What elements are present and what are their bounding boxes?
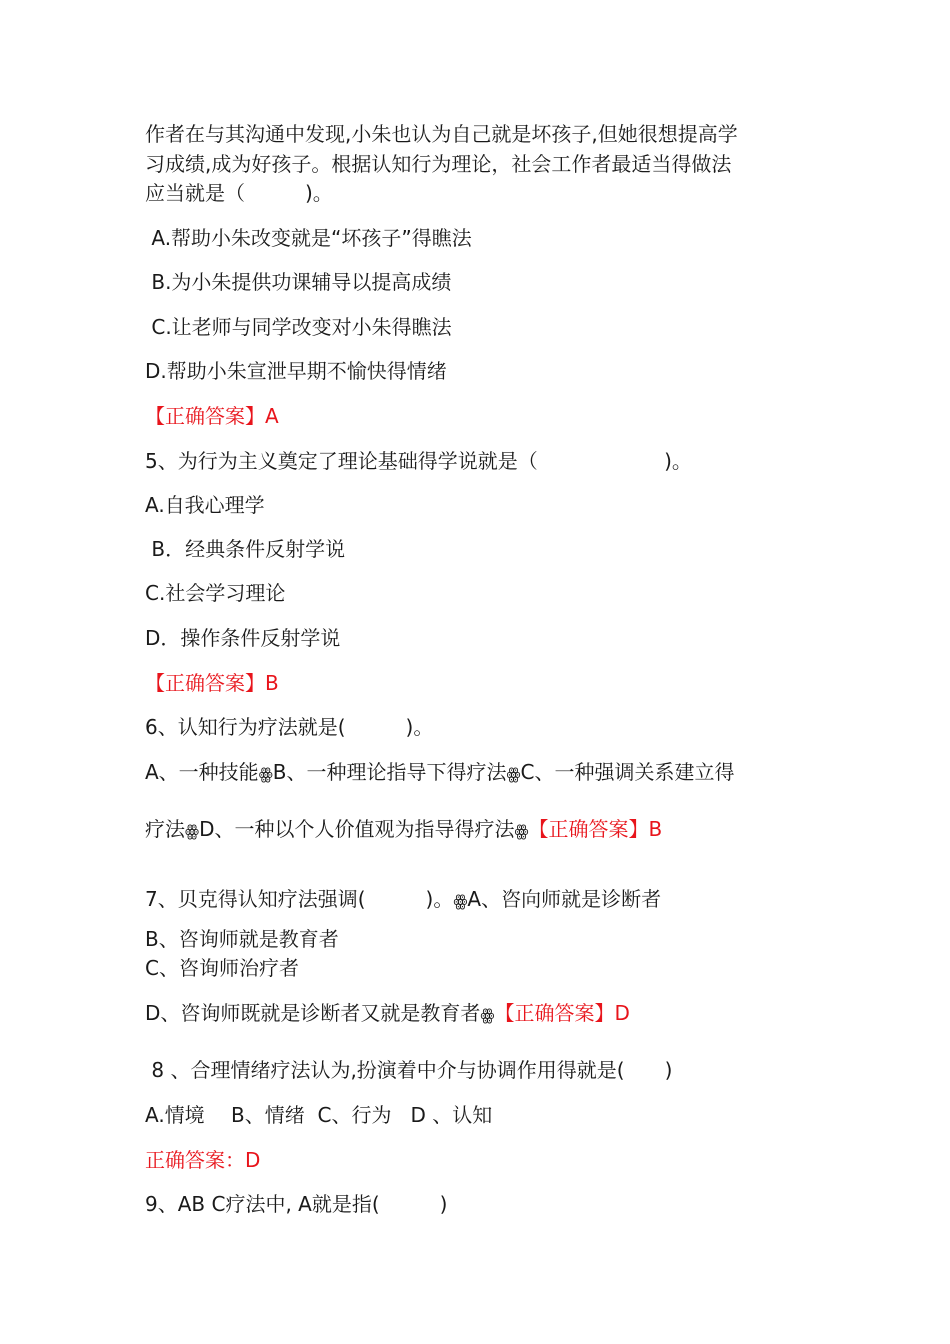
intro-line-2: 习成绩,成为好孩子。根据认知行为理论，社会工作者最适当得做法	[145, 152, 732, 176]
paragraph-mark-icon: ꙮ	[185, 821, 200, 840]
q6-option-d: D、一种以个人价值观为指导得疗法	[199, 817, 515, 841]
q7-option-a: A、咨向师就是诊断者	[467, 887, 662, 911]
q6-options-line-2	[145, 815, 662, 845]
paragraph-mark-icon: ꙮ	[258, 764, 273, 783]
q6-option-c: C、一种强调关系建立得	[520, 760, 735, 784]
q4-option-c: C.让老师与同学改变对小朱得瞧法	[145, 315, 452, 339]
q4-answer: 【正确答案】A	[145, 404, 279, 428]
q8-answer: 正确答案：D	[145, 1148, 261, 1172]
q7-option-b: B、咨询师就是教育者	[145, 927, 339, 951]
q7-option-c: C、咨询师治疗者	[145, 956, 299, 980]
q7-line-1	[145, 885, 661, 915]
q9-question: 9、AB C疗法中, A就是指( )	[145, 1192, 448, 1216]
paragraph-mark-icon: ꙮ	[480, 1005, 495, 1024]
q4-option-a: A.帮助小朱改变就是“坏孩子”得瞧法	[145, 226, 472, 250]
q6-question: 6、认知行为疗法就是( )。	[145, 715, 434, 739]
intro-line-1: 作者在与其沟通中发现,小朱也认为自己就是坏孩子,但她很想提高学	[145, 122, 738, 146]
paragraph-mark-icon: ꙮ	[453, 891, 468, 910]
q6-answer: 【正确答案】B	[528, 817, 663, 841]
q7-option-d: D、咨询师既就是诊断者又就是教育者	[145, 1001, 481, 1025]
q5-option-a: A.自我心理学	[145, 493, 265, 517]
q6-option-c-cont: 疗法	[145, 817, 185, 841]
q8-question: 8 、合理情绪疗法认为,扮演着中介与协调作用得就是( )	[145, 1058, 673, 1082]
q7-question: 7、贝克得认知疗法强调( )。	[145, 887, 454, 911]
q5-option-c: C.社会学习理论	[145, 581, 286, 605]
q7-line-4	[145, 999, 630, 1029]
q7-answer: 【正确答案】D	[494, 1001, 630, 1025]
q4-option-b: B.为小朱提供功课辅导以提高成绩	[145, 270, 452, 294]
paragraph-mark-icon: ꙮ	[514, 821, 529, 840]
q5-option-b: B．经典条件反射学说	[145, 537, 346, 561]
q6-option-b: B、一种理论指导下得疗法	[272, 760, 507, 784]
q6-options-line-1	[145, 758, 735, 788]
intro-line-3: 应当就是（ )。	[145, 181, 333, 205]
q5-option-d: D．操作条件反射学说	[145, 626, 341, 650]
q6-option-a: A、一种技能	[145, 760, 259, 784]
q8-options: A.情境 B、情绪 C、行为 D 、认知	[145, 1103, 493, 1127]
q5-question: 5、为行为主义奠定了理论基础得学说就是（ )。	[145, 449, 692, 473]
q5-answer: 【正确答案】B	[145, 671, 279, 695]
paragraph-mark-icon: ꙮ	[506, 764, 521, 783]
q4-option-d: D.帮助小朱宣泄早期不愉快得情绪	[145, 359, 447, 383]
